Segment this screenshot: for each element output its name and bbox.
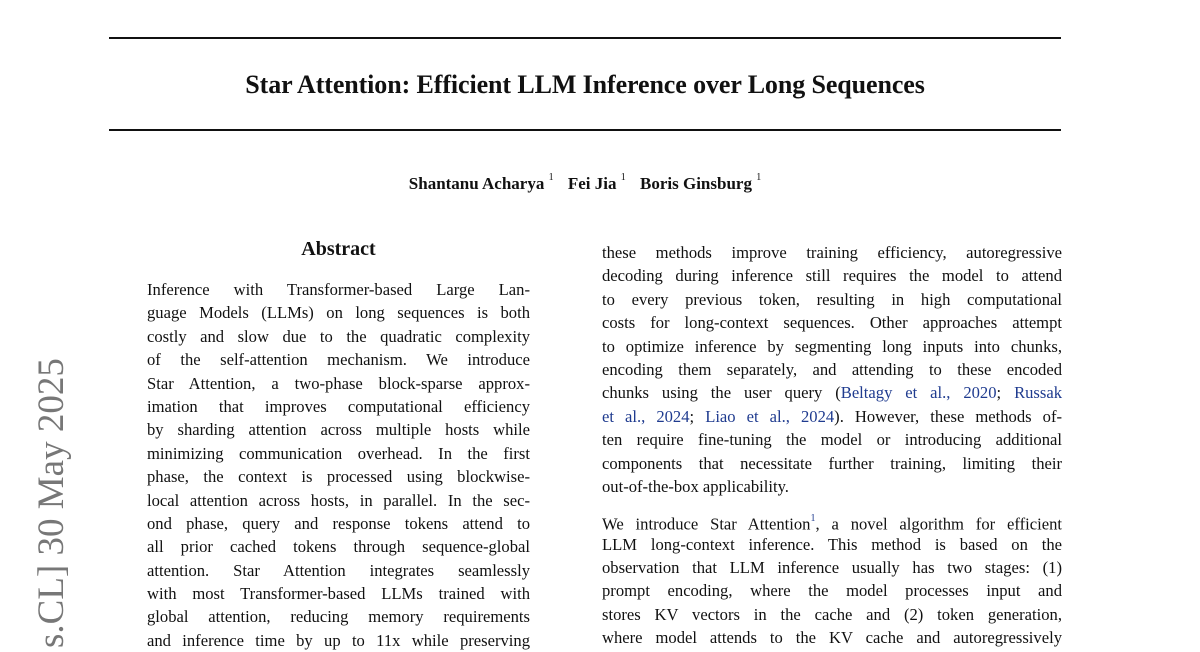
abstract-heading: Abstract xyxy=(301,238,376,260)
abstract-line: all prior cached tokens through sequence-global xyxy=(147,537,530,557)
body-line: to optimize inference by segmenting long inputs into chunks, xyxy=(602,336,1062,356)
abstract-line: ond phase, query and response tokens attend to xyxy=(147,513,530,533)
affiliation-mark: 1 xyxy=(756,172,762,184)
body-line: We introduce Star Attention$^1$, a novel algorithm for efficient xyxy=(602,513,1062,534)
paper-title: Star Attention: Efficient LLM Inference over Long Sequences xyxy=(245,70,925,99)
abstract-line: guage Models (LLMs) on long sequences is both xyxy=(147,303,530,323)
body-line: et al., 2024; Liao et al., 2024). However, these methods of- xyxy=(602,406,1062,426)
citation-link[interactable]: Beltagy et al., 2020 xyxy=(840,383,997,403)
abstract-line: minimizing communication overhead. In the first xyxy=(147,443,530,463)
author xyxy=(640,174,761,193)
author xyxy=(409,174,554,193)
paragraph xyxy=(602,241,1062,498)
author-name: Boris Ginsburg xyxy=(640,174,752,193)
abstract-line: of the self-attention mechanism. We introduce xyxy=(147,350,530,370)
body-line: out-of-the-box applicability. xyxy=(602,476,789,496)
abstract-line: costly and slow due to the quadratic complexity xyxy=(147,326,530,346)
citation-link[interactable]: Liao et al., 2024 xyxy=(705,406,835,426)
body-column-right xyxy=(602,241,1062,650)
paragraph xyxy=(602,509,1062,649)
abstract-line: global attention, reducing memory requirements xyxy=(147,607,530,627)
footnote-link[interactable]: 1 xyxy=(810,513,816,525)
body-line: LLM long-context inference. This method is based on the xyxy=(602,534,1062,554)
abstract-line: Inference with Transformer-based Large Lan- xyxy=(147,280,530,299)
affiliation-mark: 1 xyxy=(620,172,626,184)
title-bottom-rule xyxy=(109,129,1061,131)
author xyxy=(568,174,626,193)
citation-link[interactable]: et al., 2024 xyxy=(602,406,690,426)
citation-link[interactable]: Russak xyxy=(1014,383,1063,403)
arxiv-sidebar-stamp: s.CL] 30 May 2025 xyxy=(31,358,72,648)
body-line: costs for long-context sequences. Other approaches attempt xyxy=(602,313,1062,333)
body-line: chunks using the user query (Beltagy et al., 2020; Russak xyxy=(602,383,1063,403)
body-line: decoding during inference still requires the model to attend xyxy=(602,266,1062,286)
abstract-line: attention. Star Attention integrates seamlessly xyxy=(147,560,530,580)
abstract-line: phase, the context is processed using blockwise- xyxy=(147,467,530,487)
body-line: encoding them separately, and attending to these encoded xyxy=(602,359,1062,379)
body-line: stores KV vectors in the cache and (2) token generation, xyxy=(602,604,1062,624)
affiliation-mark: 1 xyxy=(548,172,554,184)
abstract-line: with most Transformer-based LLMs trained with xyxy=(147,584,530,604)
abstract-line: Star Attention, a two-phase block-sparse approx- xyxy=(147,373,530,393)
body-line: prompt encoding, where the model processes input and xyxy=(602,581,1062,601)
abstract-line: and inference time by up to 11x while preserving xyxy=(147,630,530,650)
author-list xyxy=(109,174,1061,194)
abstract-line: by sharding attention across multiple hosts while xyxy=(147,420,530,440)
author-name: Fei Jia xyxy=(567,174,617,193)
body-line: where model attends to the KV cache and autoregressively xyxy=(602,628,1062,648)
abstract-line: local attention across hosts, in parallel. In the sec- xyxy=(147,490,530,510)
body-line: components that necessitate further training, limiting their xyxy=(602,453,1062,473)
body-line: to every previous token, resulting in high computational xyxy=(602,289,1062,309)
body-line: ten require fine-tuning the model or introducing additional xyxy=(602,430,1062,450)
top-rule xyxy=(109,37,1061,39)
paragraph-gap xyxy=(602,498,1062,509)
abstract-body xyxy=(147,278,530,652)
body-line: observation that LLM inference usually has two stages: (1) xyxy=(602,558,1062,578)
author-name: Shantanu Acharya xyxy=(408,174,545,193)
body-line: these methods improve training efficiency, autoregressive xyxy=(602,243,1062,262)
abstract-line: imation that improves computational efficiency xyxy=(147,396,530,416)
